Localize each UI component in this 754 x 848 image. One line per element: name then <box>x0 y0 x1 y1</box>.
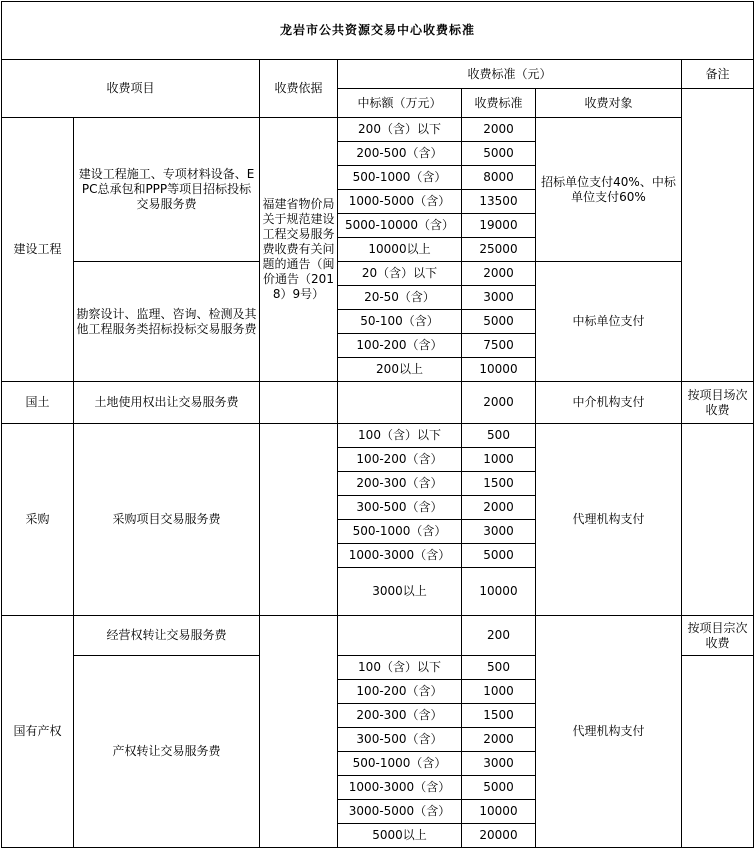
amount-cell: 200（含）以下 <box>338 118 462 142</box>
state-payer: 代理机构支付 <box>536 616 682 848</box>
procurement-basis-blank <box>260 424 338 616</box>
header-fee: 收费标准 <box>462 89 536 118</box>
fee-cell: 1000 <box>462 448 536 472</box>
fee-cell: 7500 <box>462 334 536 358</box>
amount-cell: 20（含）以下 <box>338 262 462 286</box>
page-title: 龙岩市公共资源交易中心收费标准 <box>2 2 754 60</box>
state-sub1-amount-blank <box>338 616 462 656</box>
state-sub1-fee: 200 <box>462 616 536 656</box>
fee-standard-table <box>1 1 754 848</box>
fee-cell: 1500 <box>462 472 536 496</box>
category-state-property: 国有产权 <box>2 616 74 848</box>
fee-cell: 19000 <box>462 214 536 238</box>
header-remarks: 备注 <box>682 60 754 89</box>
construction-basis: 福建省物价局关于规范建设工程交易服务费收费有关问题的通告（闽价通告（2018）9号） <box>260 118 338 382</box>
fee-cell: 2000 <box>462 262 536 286</box>
fee-cell: 500 <box>462 656 536 680</box>
procurement-payer: 代理机构支付 <box>536 424 682 616</box>
fee-cell: 5000 <box>462 776 536 800</box>
header-payer: 收费对象 <box>536 89 682 118</box>
fee-cell: 10000 <box>462 568 536 616</box>
amount-cell: 200-500（含） <box>338 142 462 166</box>
amount-cell: 5000以上 <box>338 824 462 848</box>
amount-cell: 20-50（含） <box>338 286 462 310</box>
amount-cell: 200-300（含） <box>338 472 462 496</box>
amount-cell: 100（含）以下 <box>338 424 462 448</box>
fee-cell: 5000 <box>462 310 536 334</box>
land-amount-blank <box>338 382 462 424</box>
land-remark: 按项目场次收费 <box>682 382 754 424</box>
fee-cell: 20000 <box>462 824 536 848</box>
amount-cell: 10000以上 <box>338 238 462 262</box>
fee-cell: 13500 <box>462 190 536 214</box>
amount-cell: 100-200（含） <box>338 334 462 358</box>
fee-cell: 1500 <box>462 704 536 728</box>
amount-cell: 200-300（含） <box>338 704 462 728</box>
fee-cell: 3000 <box>462 520 536 544</box>
fee-cell: 2000 <box>462 118 536 142</box>
fee-cell: 3000 <box>462 752 536 776</box>
amount-cell: 200以上 <box>338 358 462 382</box>
amount-cell: 3000-5000（含） <box>338 800 462 824</box>
amount-cell: 500-1000（含） <box>338 752 462 776</box>
category-construction: 建设工程 <box>2 118 74 382</box>
land-fee: 2000 <box>462 382 536 424</box>
amount-cell: 300-500（含） <box>338 728 462 752</box>
state-sub2-name: 产权转让交易服务费 <box>74 656 260 848</box>
amount-cell: 3000以上 <box>338 568 462 616</box>
state-sub2-remark-blank <box>682 656 754 848</box>
state-sub1-remark: 按项目宗次收费 <box>682 616 754 656</box>
fee-cell: 10000 <box>462 800 536 824</box>
construction-sub2-name: 勘察设计、监理、咨询、检测及其他工程服务类招标投标交易服务费 <box>74 262 260 382</box>
fee-cell: 500 <box>462 424 536 448</box>
amount-cell: 1000-3000（含） <box>338 544 462 568</box>
fee-cell: 3000 <box>462 286 536 310</box>
land-item-name: 土地使用权出让交易服务费 <box>74 382 260 424</box>
procurement-remark-blank <box>682 424 754 616</box>
state-sub1-name: 经营权转让交易服务费 <box>74 616 260 656</box>
amount-cell: 50-100（含） <box>338 310 462 334</box>
fee-cell: 2000 <box>462 728 536 752</box>
amount-cell: 100-200（含） <box>338 448 462 472</box>
construction-sub1-payer: 招标单位支付40%、中标单位支付60% <box>536 118 682 262</box>
fee-cell: 5000 <box>462 544 536 568</box>
header-standard-group: 收费标准（元） <box>338 60 682 89</box>
amount-cell: 100-200（含） <box>338 680 462 704</box>
fee-cell: 8000 <box>462 166 536 190</box>
category-land: 国土 <box>2 382 74 424</box>
header-basis: 收费依据 <box>260 60 338 118</box>
procurement-item-name: 采购项目交易服务费 <box>74 424 260 616</box>
fee-cell: 1000 <box>462 680 536 704</box>
construction-sub2-payer: 中标单位支付 <box>536 262 682 382</box>
amount-cell: 1000-5000（含） <box>338 190 462 214</box>
amount-cell: 500-1000（含） <box>338 166 462 190</box>
amount-cell: 5000-10000（含） <box>338 214 462 238</box>
fee-cell: 2000 <box>462 496 536 520</box>
construction-sub1-name: 建设工程施工、专项材料设备、EPC总承包和PPP等项目招标投标交易服务费 <box>74 118 260 262</box>
fee-cell: 5000 <box>462 142 536 166</box>
amount-cell: 300-500（含） <box>338 496 462 520</box>
land-payer: 中介机构支付 <box>536 382 682 424</box>
land-basis-blank <box>260 382 338 424</box>
category-procurement: 采购 <box>2 424 74 616</box>
state-basis-blank <box>260 616 338 848</box>
fee-cell: 25000 <box>462 238 536 262</box>
remarks-blank-construction <box>682 89 754 382</box>
header-amount: 中标额（万元） <box>338 89 462 118</box>
header-item: 收费项目 <box>2 60 260 118</box>
fee-cell: 10000 <box>462 358 536 382</box>
amount-cell: 100（含）以下 <box>338 656 462 680</box>
amount-cell: 500-1000（含） <box>338 520 462 544</box>
amount-cell: 1000-3000（含） <box>338 776 462 800</box>
